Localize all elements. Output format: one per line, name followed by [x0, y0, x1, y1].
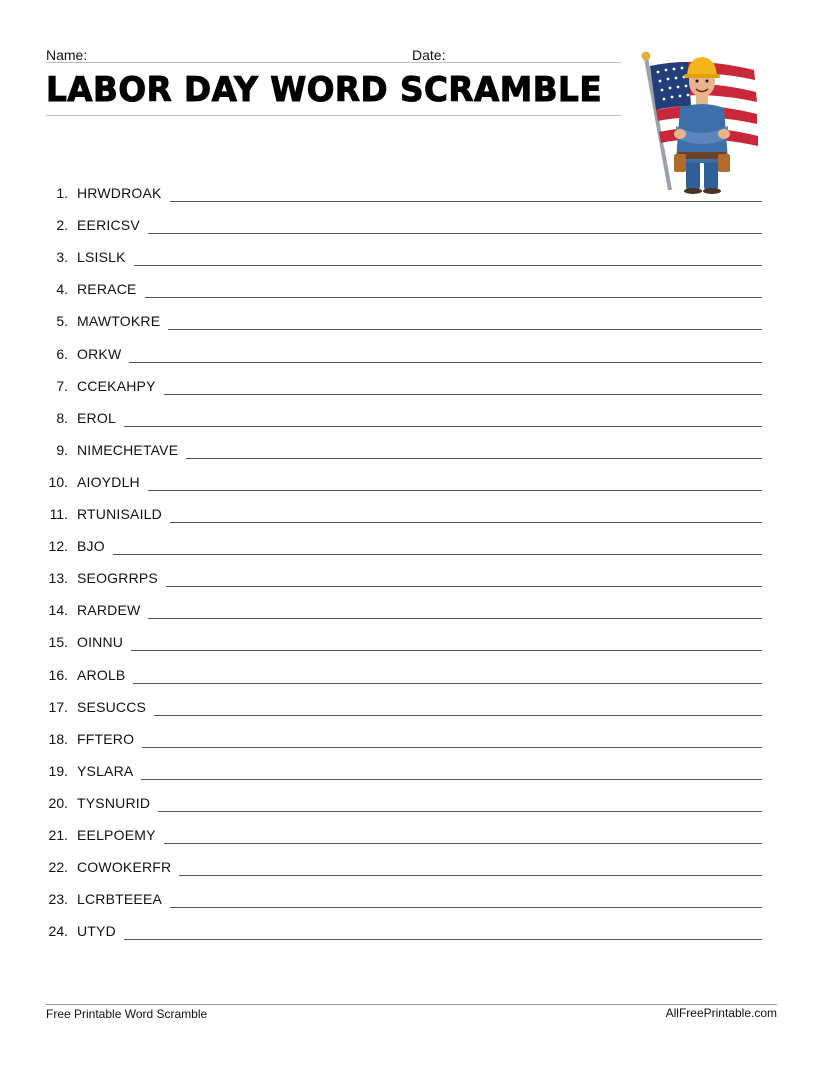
- scrambled-word: EROL: [77, 409, 116, 426]
- word-number: 3.: [56, 249, 68, 266]
- word-number: 13.: [48, 570, 68, 587]
- scrambled-word: YSLARA: [77, 762, 134, 779]
- word-row: [46, 332, 762, 364]
- answer-line[interactable]: [131, 650, 762, 651]
- page-title: LABOR DAY WORD SCRAMBLE: [46, 70, 603, 110]
- answer-line[interactable]: [124, 426, 762, 427]
- scrambled-word: AIOYDLH: [77, 473, 140, 490]
- word-number: 20.: [48, 794, 68, 811]
- footer-divider: [46, 1004, 777, 1005]
- word-row: [46, 525, 762, 557]
- word-row: [46, 493, 762, 525]
- word-number: 15.: [48, 634, 68, 651]
- answer-line[interactable]: [154, 715, 762, 716]
- word-row: [46, 461, 762, 493]
- word-row: [46, 300, 762, 332]
- scrambled-word: TYSNURID: [77, 794, 151, 811]
- scrambled-word: EELPOEMY: [77, 826, 156, 843]
- word-row: [46, 718, 762, 750]
- answer-line[interactable]: [113, 554, 762, 555]
- word-row: [46, 268, 762, 300]
- answer-line[interactable]: [142, 747, 762, 748]
- word-number: 8.: [56, 409, 68, 426]
- scrambled-word: FFTERO: [77, 730, 135, 747]
- word-number: 24.: [48, 923, 68, 940]
- scrambled-word: SESUCCS: [77, 698, 147, 715]
- scrambled-word: UTYD: [77, 923, 116, 940]
- name-label: Name:: [46, 47, 88, 63]
- word-number: 23.: [48, 891, 68, 908]
- answer-line[interactable]: [124, 939, 762, 940]
- scrambled-word: HRWDROAK: [77, 185, 162, 202]
- word-row: [46, 653, 762, 685]
- word-number: 10.: [48, 473, 68, 490]
- footer-right-text: AllFreePrintable.com: [665, 1006, 777, 1020]
- word-list: [46, 172, 762, 942]
- answer-line[interactable]: [179, 875, 762, 876]
- word-number: 17.: [48, 698, 68, 715]
- footer-left-text: Free Printable Word Scramble: [46, 1007, 208, 1021]
- scrambled-word: LSISLK: [77, 249, 126, 266]
- scrambled-word: CCEKAHPY: [77, 377, 156, 394]
- scrambled-word: LCRBTEEEA: [77, 891, 163, 908]
- word-row: [46, 910, 762, 942]
- word-number: 4.: [56, 281, 68, 298]
- word-row: [46, 589, 762, 621]
- word-number: 19.: [48, 762, 68, 779]
- answer-line[interactable]: [166, 586, 762, 587]
- scrambled-word: EERICSV: [77, 217, 140, 234]
- answer-line[interactable]: [170, 907, 762, 908]
- scrambled-word: RARDEW: [77, 602, 141, 619]
- scrambled-word: MAWTOKRE: [77, 313, 161, 330]
- word-row: [46, 204, 762, 236]
- title-underline: [46, 115, 621, 116]
- word-number: 11.: [49, 506, 68, 523]
- word-number: 7.: [56, 377, 68, 394]
- word-number: 16.: [48, 666, 68, 683]
- scrambled-word: AROLB: [77, 666, 126, 683]
- scrambled-word: BJO: [77, 538, 105, 555]
- answer-line[interactable]: [145, 297, 762, 298]
- answer-line[interactable]: [186, 458, 762, 459]
- date-label: Date:: [412, 47, 446, 63]
- word-number: 1.: [56, 185, 68, 202]
- answer-line[interactable]: [164, 843, 762, 844]
- word-number: 6.: [56, 345, 68, 362]
- answer-line[interactable]: [170, 522, 762, 523]
- answer-line[interactable]: [164, 394, 762, 395]
- scrambled-word: ORKW: [77, 345, 122, 362]
- scrambled-word: COWOKERFR: [77, 859, 172, 876]
- scrambled-word: NIMECHETAVE: [77, 441, 179, 458]
- answer-line[interactable]: [134, 265, 762, 266]
- word-row: [46, 814, 762, 846]
- word-number: 5.: [56, 313, 68, 330]
- answer-line[interactable]: [133, 683, 762, 684]
- word-row: [46, 621, 762, 653]
- word-row: [46, 846, 762, 878]
- answer-line[interactable]: [148, 233, 762, 234]
- word-row: [46, 557, 762, 589]
- word-row: [46, 429, 762, 461]
- scrambled-word: RERACE: [77, 281, 137, 298]
- word-number: 2.: [56, 217, 68, 234]
- scrambled-word: SEOGRRPS: [77, 570, 158, 587]
- word-row: [46, 782, 762, 814]
- word-number: 12.: [48, 538, 68, 555]
- answer-line[interactable]: [141, 779, 762, 780]
- answer-line[interactable]: [170, 201, 762, 202]
- answer-line[interactable]: [148, 618, 762, 619]
- word-row: [46, 236, 762, 268]
- scrambled-word: OINNU: [77, 634, 124, 651]
- word-row: [46, 365, 762, 397]
- word-row: [46, 878, 762, 910]
- word-row: [46, 686, 762, 718]
- word-number: 22.: [48, 859, 68, 876]
- name-date-underline: [46, 62, 621, 63]
- scrambled-word: RTUNISAILD: [77, 506, 162, 523]
- word-number: 9.: [56, 441, 68, 458]
- answer-line[interactable]: [168, 329, 762, 330]
- word-row: [46, 750, 762, 782]
- word-number: 18.: [48, 730, 68, 747]
- answer-line[interactable]: [148, 490, 762, 491]
- answer-line[interactable]: [129, 362, 762, 363]
- word-number: 14.: [48, 602, 68, 619]
- word-row: [46, 397, 762, 429]
- answer-line[interactable]: [158, 811, 762, 812]
- word-row: [46, 172, 762, 204]
- word-number: 21.: [48, 826, 68, 843]
